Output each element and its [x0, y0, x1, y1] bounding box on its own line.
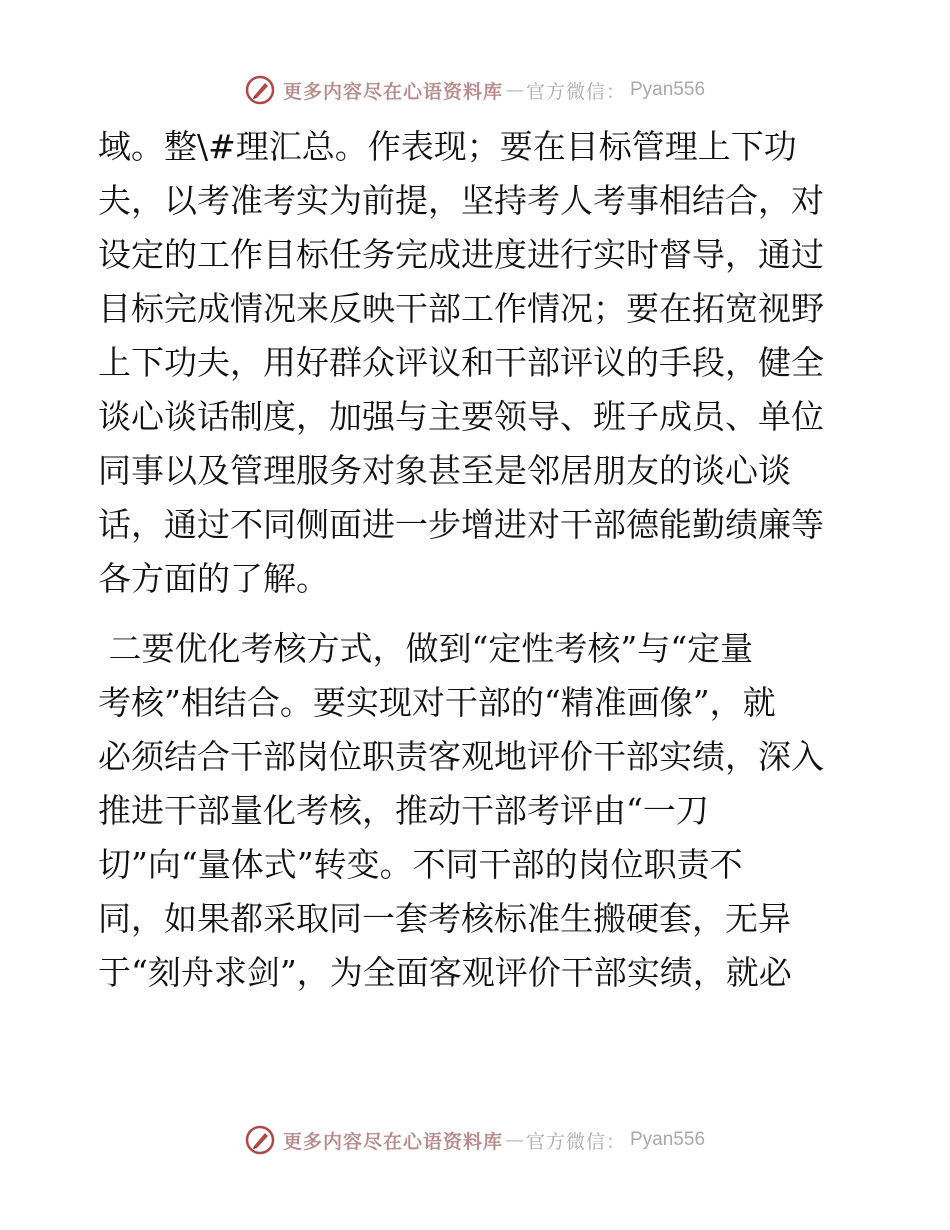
paragraph-gap	[98, 606, 858, 622]
footer-slogan: 更多内容尽在心语资料库	[282, 1130, 503, 1153]
paragraph-1	[98, 120, 858, 606]
text-line: 推进干部量化考核，推动干部考评由“一刀	[98, 791, 709, 830]
header-dash: —	[504, 79, 524, 101]
text-line: 同事以及管理服务对象甚至是邻居朋友的谈心谈	[98, 451, 791, 490]
text-line: 考核”相结合。要实现对干部的“精准画像”，就	[98, 683, 776, 722]
footer-wechat-id: Pyan556	[630, 1129, 706, 1150]
paragraph-2	[98, 622, 858, 1000]
text-line: 设定的工作目标任务完成进度进行实时督导，通过	[98, 235, 824, 274]
document-body	[98, 120, 858, 1000]
header-slogan: 更多内容尽在心语资料库	[282, 80, 503, 103]
header-watermark	[0, 70, 950, 110]
text-line: 切”向“量体式”转变。不同干部的岗位职责不	[98, 845, 743, 884]
text-line: 话，通过不同侧面进一步增进对干部德能勤绩廉等	[98, 505, 824, 544]
footer-watermark	[0, 1120, 950, 1160]
footer-dash: —	[504, 1129, 524, 1151]
text-line: 域。整\#理汇总。作表现；要在目标管理上下功	[98, 127, 797, 166]
text-line: 各方面的了解。	[98, 559, 329, 598]
text-line: 目标完成情况来反映干部工作情况；要在拓宽视野	[98, 289, 824, 328]
footer-wechat-label: 官方微信：	[525, 1130, 626, 1153]
text-line: 夫，以考准考实为前提，坚持考人考事相结合，对	[98, 181, 824, 220]
header-wechat-id: Pyan556	[630, 79, 706, 100]
text-line: 谈心谈话制度，加强与主要领导、班子成员、单位	[98, 397, 824, 436]
text-line: 同，如果都采取同一套考核标准生搬硬套，无异	[98, 899, 791, 938]
pen-logo-icon	[245, 1125, 275, 1155]
header-wechat-label: 官方微信：	[525, 80, 626, 103]
text-line: 必须结合干部岗位职责客观地评价干部实绩，深入	[98, 737, 824, 776]
text-line: 上下功夫，用好群众评议和干部评议的手段，健全	[98, 343, 824, 382]
pen-logo-icon	[245, 75, 275, 105]
text-line: 于“刻舟求剑”，为全面客观评价干部实绩，就必	[98, 953, 792, 992]
text-line: 二要优化考核方式，做到“定性考核”与“定量	[98, 629, 754, 668]
